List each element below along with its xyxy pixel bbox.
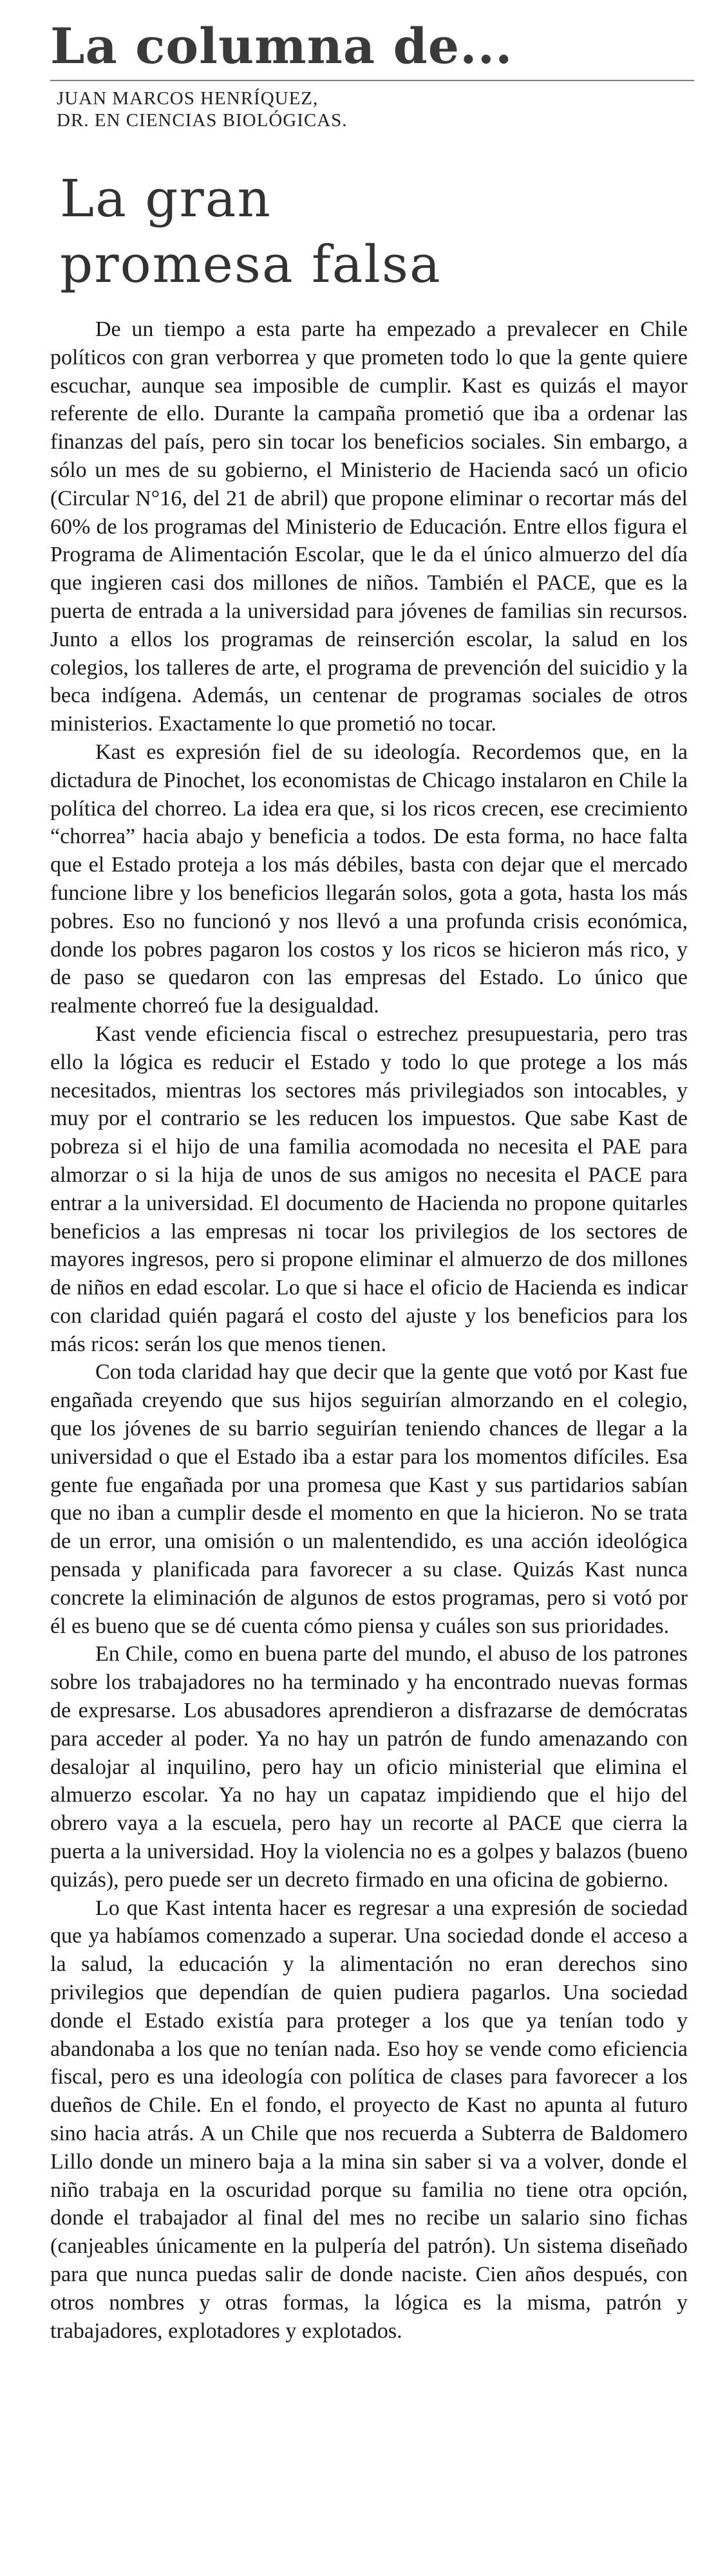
column-title: La columna de... [50,17,513,75]
author-title: DR. EN CIENCIAS BIOLÓGICAS. [57,110,348,131]
headline-line: La gran [60,169,272,229]
author-name: JUAN MARCOS HENRÍQUEZ, [57,88,319,109]
paragraph: Lo que Kast intenta hacer es regresar a una expresión de sociedad que ya habíamos comenzado a superar. Una sociedad donde el acceso a la salud, la educación y la alimentación no eran derechos sino privilegios que dependían de quien pudiera pagarlos. Una sociedad donde el Estado existía para proteger a los que ya tenían todo y abandonaba a los que no tenían nada. Eso hoy se vende como eficiencia fiscal, pero es una ideología con política de clases para favorecer a los dueños de Chile. En el fondo, el proyecto de Kast no apunta al futuro sino hacia atrás. A un Chile que nos recuerda a Subterra de Baldomero Lillo donde un minero baja a la mina sin saber si va a volver, donde el niño trabaja en la oscuridad porque su familia no tiene otra opción, donde el trabajador al final del mes no recibe un salario sino fichas (canjeables únicamente en la pulpería del patrón). Un sistema diseñado para que nunca puedas salir de donde naciste. Cien años después, con otros nombres y otras formas, la lógica es la misma, patrón y trabajadores, explotadores y explotados. [50,1896,688,2343]
paragraph: De un tiempo a esta parte ha empezado a prevalecer en Chile políticos con gran verborrea y que prometen todo lo que la gente quiere escuchar, aunque sea imposible de cumplir. Kast es quizás el mayor referente de ello. Durante la campaña prometió que iba a ordenar las finanzas del país, pero sin tocar los beneficios sociales. Sin embargo, a sólo un mes de su gobierno, el Ministerio de Hacienda sacó un oficio (Circular N°16, del 21 de abril) que propone eliminar o recortar más del 60% de los programas del Ministerio de Educación. Entre ellos figura el Programa de Alimentación Escolar, que le da el único almuerzo del día que ingieren casi dos millones de niños. También el PACE, que es la puerta de entrada a la universidad para jóvenes de familias sin recursos. Junto a ellos los programas de reinserción escolar, la salud en los colegios, los talleres de arte, el programa de prevención del suicidio y la beca indígena. Además, un centenar de programas sociales de otros ministerios. Exactamente lo que prometió no tocar. [50,317,688,736]
paragraph: Kast vende eficiencia fiscal o estrechez presupuestaria, pero tras ello la lógica es reducir el Estado y todo lo que protege a los más necesitados, mientras los sectores más privilegiados son intocables, y muy por el contrario se les reducen los impuestos. Que sabe Kast de pobreza si el hijo de una familia acomodada no necesita el PAE para almorzar o si la hija de unos de sus amigos no necesita el PACE para entrar a la universidad. El documento de Hacienda no propone quitarles beneficios a las empresas ni tocar los privilegios de los sectores de mayores ingresos, pero si propone eliminar el almuerzo de dos millones de niños en edad escolar. Lo que si hace el oficio de Hacienda es indicar con claridad quién pagará el costo del ajuste y los beneficios para los más ricos: serán los que menos tienen. [50,1022,688,1356]
column-header [50,14,694,85]
article-body [50,315,688,2345]
article-headline [60,166,639,297]
paragraph: En Chile, como en buena parte del mundo, el abuso de los patrones sobre los trabajadores no ha terminado y ha encontrado nuevas formas de expresarse. Los abusadores aprendieron a disfrazarse de demócratas para acceder al poder. Ya no hay un patrón de fundo amenazando con desalojar al inquilino, pero hay un oficio ministerial que elimina el almuerzo escolar. Ya no hay un capataz impidiendo que el hijo del obrero vaya a la escuela, pero hay un recorte al PACE que cierra la puerta a la universidad. Hoy la violencia no es a golpes y balazos (bueno quizás), pero puede ser un decreto firmado en una oficina de gobierno. [50,1642,688,1892]
header-divider [50,80,694,81]
author-byline [57,88,636,131]
paragraph: Kast es expresión fiel de su ideología. Recordemos que, en la dictadura de Pinochet, los economistas de Chicago instalaron en Chile la política del chorreo. La idea era que, si los ricos crecen, ese crecimiento “chorrea” hacia abajo y beneficia a todos. De esta forma, no hace falta que el Estado proteja a los más débiles, basta con dejar que el mercado funcione libre y los beneficios llegarán solos, gota a gota, hasta los más pobres. Eso no funcionó y nos llevó a una profunda crisis económica, donde los pobres pagaron los costos y los ricos se hicieron más rico, y de paso se quedaron con las empresas del Estado. Lo único que realmente chorreó fue la desigualdad. [50,740,688,1018]
headline-line: promesa falsa [60,234,442,294]
paragraph: Con toda claridad hay que decir que la gente que votó por Kast fue engañada creyendo que sus hijos seguirían almorzando en el colegio, que los jóvenes de su barrio seguirían teniendo chances de llegar a la universidad o que el Estado iba a estar para los momentos difíciles. Esa gente fue engañada por una promesa que Kast y sus partidarios sabían que no iban a cumplir desde el momento en que la hicieron. No se trata de un error, una omisión o un malentendido, es una acción ideológica pensada y planificada para favorecer a su clase. Quizás Kast nunca concrete la eliminación de algunos de estos programas, pero si votó por él es bueno que se dé cuenta cómo piensa y cuáles son sus prioridades. [50,1360,688,1638]
